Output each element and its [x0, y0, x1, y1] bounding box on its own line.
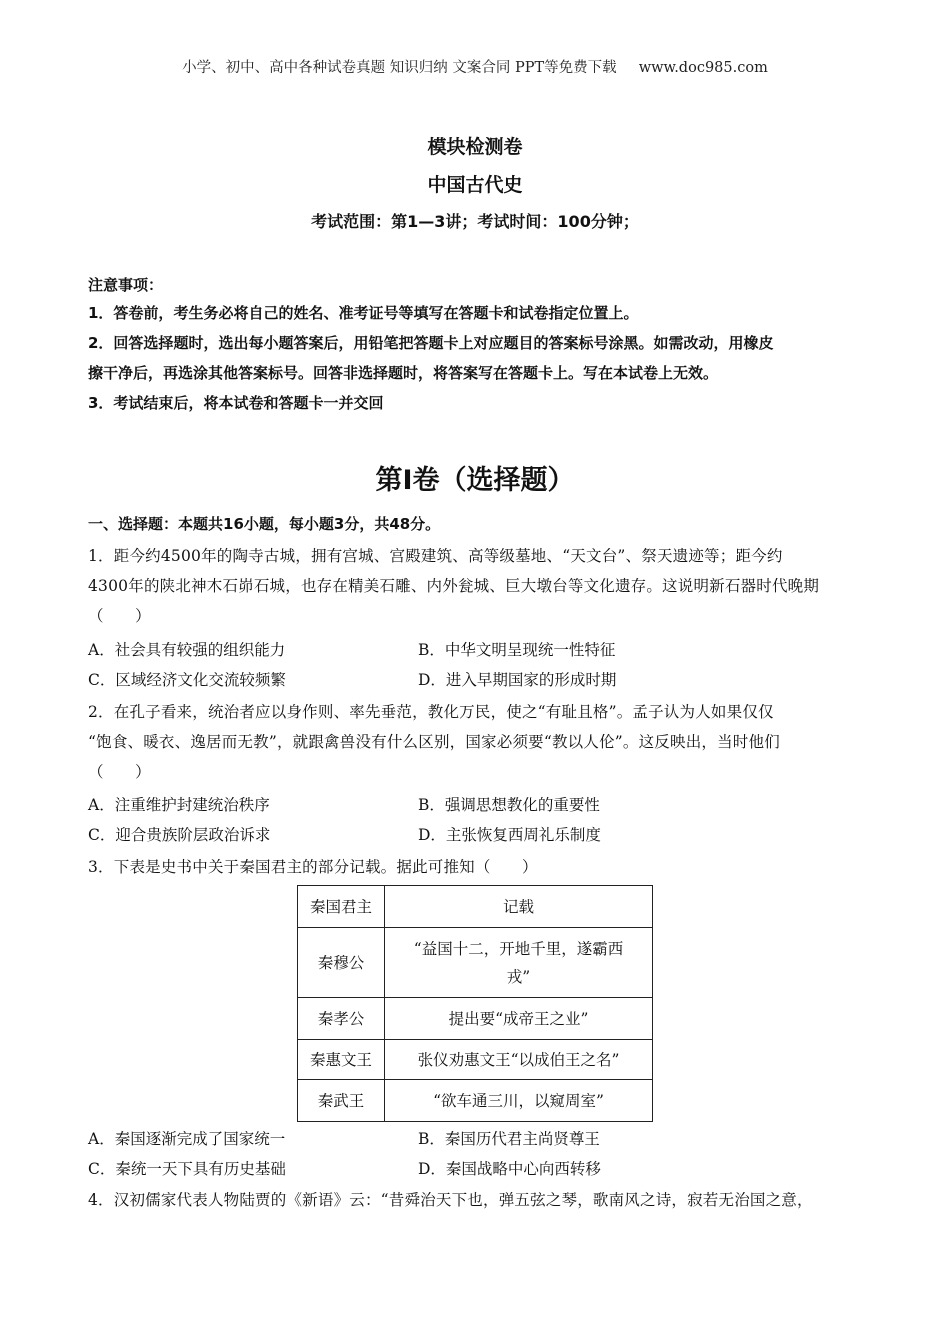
q2-option-c: C．迎合贵族阶层政治诉求	[88, 826, 271, 844]
table-cell-ruler: 秦穆公	[298, 928, 385, 998]
q3-option-b: B．秦国历代君主尚贤尊王	[418, 1130, 600, 1148]
q1-option-c: C．区域经济文化交流较频繁	[88, 671, 286, 689]
header-site-link[interactable]: www.doc985.com	[638, 60, 768, 76]
table-cell-record: 提出要“成帝王之业”	[385, 998, 653, 1040]
table-header-record: 记载	[385, 886, 653, 928]
notes-item-1: 1．答卷前，考生务必将自己的姓名、准考证号等填写在答题卡和试卷指定位置上。	[88, 304, 639, 322]
section-title: 第I卷（选择题）	[375, 465, 575, 496]
notes-item-2a: 2．回答选择题时，选出每小题答案后，用铅笔把答题卡上对应题目的答案标号涂黑。如需改动，用橡皮	[88, 334, 774, 352]
q2-line-1: 2．在孔子看来，统治者应以身作则、率先垂范，教化万民，使之“有耻且格”。孟子认为人如果仅仅	[88, 703, 774, 721]
q3-option-a: A．秦国逐渐完成了国家统一	[88, 1130, 286, 1148]
record-line: “益国十二，开地千里，遂霸西	[413, 939, 624, 958]
table-row	[298, 928, 653, 998]
exam-title: 模块检测卷	[427, 136, 523, 158]
table-cell-ruler: 秦孝公	[298, 998, 385, 1040]
table-cell-ruler: 秦惠文王	[298, 1040, 385, 1080]
page-header	[0, 56, 950, 77]
notes-heading: 注意事项：	[88, 276, 164, 294]
exam-subtitle: 中国古代史	[427, 174, 523, 196]
q1-line-2: 4300年的陕北神木石峁石城，也存在精美石雕、内外瓮城、巨大墩台等文化遗存。这说明新石器时代晚期	[88, 577, 820, 595]
table-header-row	[298, 886, 653, 928]
q4-line-1: 4．汉初儒家代表人物陆贾的《新语》云：“昔舜治天下也，弹五弦之琴，歌南风之诗，寂若无治国之意，	[88, 1191, 813, 1209]
notes-item-3: 3．考试结束后，将本试卷和答题卡一并交回	[88, 394, 384, 412]
q2-option-a: A．注重维护封建统治秩序	[88, 796, 270, 814]
table-cell-record: “欲车通三川，以窥周室”	[385, 1080, 653, 1122]
table-row	[298, 1040, 653, 1080]
q2-line-2: “饱食、暖衣、逸居而无教”，就跟禽兽没有什么区别，国家必须要“教以人伦”。这反映出，当时他们	[88, 733, 780, 751]
q2-line-3: （ ）	[88, 763, 151, 781]
q2-option-d: D．主张恢复西周礼乐制度	[418, 826, 601, 844]
exam-scope: 考试范围：第1—3讲；考试时间：100分钟；	[311, 212, 639, 231]
table-row	[298, 998, 653, 1040]
q1-line-3: （ ）	[88, 607, 151, 625]
table-header-ruler: 秦国君主	[298, 886, 385, 928]
q1-option-a: A．社会具有较强的组织能力	[88, 641, 286, 659]
record-line: 戎”	[506, 967, 531, 986]
table-cell-ruler: 秦武王	[298, 1080, 385, 1122]
notes-item-2b: 擦干净后，再选涂其他答案标号。回答非选择题时，将答案写在答题卡上。写在本试卷上无效。	[88, 364, 719, 382]
table-cell-record: 张仪劝惠文王“以成伯王之名”	[385, 1040, 653, 1080]
q3-line-1: 3．下表是史书中关于秦国君主的部分记载。据此可推知（ ）	[88, 858, 538, 876]
q3-record-table	[297, 885, 653, 1122]
q2-option-b: B．强调思想教化的重要性	[418, 796, 600, 814]
table-row	[298, 1080, 653, 1122]
q1-line-1: 1．距今约4500年的陶寺古城，拥有宫城、宫殿建筑、高等级墓地、“天文台”、祭天遗迹等；距今约	[88, 547, 783, 565]
table-cell-record	[385, 928, 653, 998]
q3-option-d: D．秦国战略中心向西转移	[418, 1160, 601, 1178]
header-text: 小学、初中、高中各种试卷真题 知识归纳 文案合同 PPT等免费下载	[182, 60, 617, 76]
q1-option-b: B．中华文明呈现统一性特征	[418, 641, 616, 659]
q3-option-c: C．秦统一天下具有历史基础	[88, 1160, 286, 1178]
part-one-heading: 一、选择题：本题共16小题，每小题3分，共48分。	[88, 515, 441, 533]
q1-option-d: D．进入早期国家的形成时期	[418, 671, 617, 689]
